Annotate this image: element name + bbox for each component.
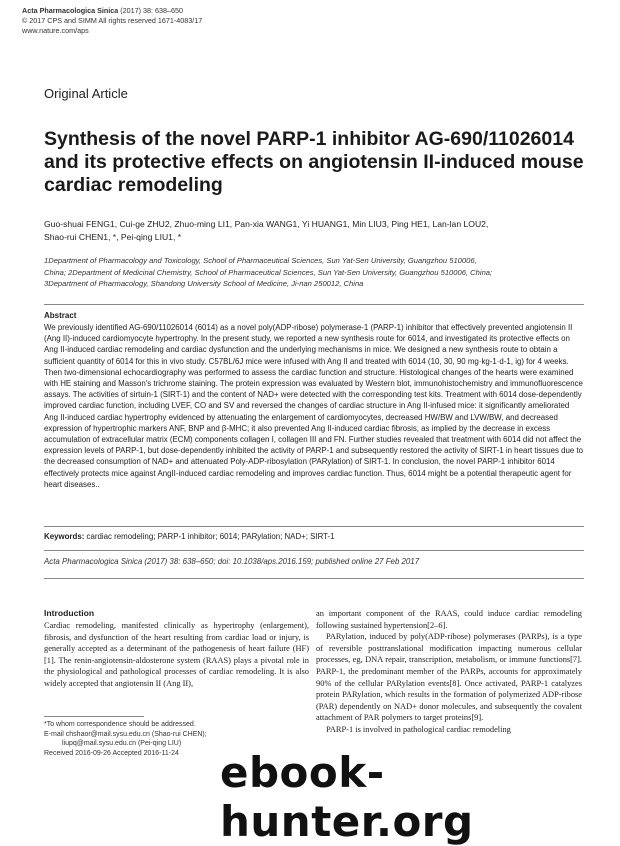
- authors-line-1: Guo-shuai FENG1, Cui-ge ZHU2, Zhuo-ming LI1, Pan-xia WANG1, Yi HUANG1, Min LIU3, Ping HE1, Lan-lan LOU2,: [44, 219, 489, 229]
- affiliation-2: China; 2Department of Medicinal Chemistry, School of Pharmaceutical Sciences, Sun Yat-Sen University, Guangzhou 510006, China;: [44, 267, 493, 277]
- abstract-text: We previously identified AG-690/11026014 (6014) as a novel poly(ADP-ribose) polymerase-1 (PARP-1) inhibitor that effectively prevented angiotensin II (Ang II)-induced cardiomyocyte hypertrophy. In the present study, we reported a new synthesis route for 6014, and investigated its protective effects on Ang II-induced cardiac remodeling and cardiac dysfunction and the underlying mechanisms in mice. We designed a new synthesis route to obtain a sufficient quantity of 6014 for this in vivo study. C57BL/6J mice were infused with Ang II and treated with 6014 (10, 30, 90 mg·kg-1·d-1, ig) for 4 weeks. Then two-dimensional echocardiography was performed to assess the cardiac function and structure. Histological changes of the hearts were examined with HE staining and Masson's trichrome staining. The protein expression was evaluated by Western blot, immunohistochemistry and immunofluorescence assays. The activities of sirtuin-1 (SIRT-1) and the content of NAD+ were detected with the corresponding test kits. Treatment with 6014 dose-dependently improved cardiac function, including LVEF, CO and SV and reversed the changes of cardiac structure in Ang II-infused mice: it significantly ameliorated Ang II-induced cardiac hypertrophy evidenced by attenuating the enlargement of cardiomyocytes, decreased HW/BW and LVW/BW, and decreased expression of hypertrophic markers ANF, BNP and β-MHC; it also prevented Ang II-induced cardiac fibrosis, as implied by the decrease in excess accumulation of extracellular matrix (ECM) components collagen I, collagen III and FN. Further studies revealed that treatment with 6014 did not affect the expression levels of PARP-1, but dose-dependently inhibited the activity of PARP-1 and subsequently restored the activity of SIRT-1 in heart tissues due to the decreased consumption of NAD+ and attenuated Poly-ADP-ribosylation (PARylation) of SIRT-1. In conclusion, the novel PARP-1 inhibitor 6014 effectively protects mice against AngII-induced cardiac remodeling and improves cardiac function. Thus, 6014 might be a potential therapeutic agent for heart diseases..: [44, 323, 584, 489]
- divider: [44, 550, 584, 551]
- journal-issue: (2017) 38: 638–650: [118, 6, 184, 15]
- article-type: Original Article: [44, 86, 128, 101]
- affiliation-1: 1Department of Pharmacology and Toxicology, School of Pharmaceutical Sciences, Sun Yat-Sen University, Guangzhou 510006,: [44, 256, 477, 265]
- correspondence-note: *To whom correspondence should be addressed.: [44, 721, 196, 728]
- email-line-2[interactable]: liupq@mail.sysu.edu.cn (Pei-qing LIU): [62, 740, 182, 747]
- watermark-logo: ebook-hunter.org: [220, 748, 474, 846]
- intro-heading: Introduction: [44, 608, 95, 618]
- received-accepted: Received 2016-09-26 Accepted 2016-11-24: [44, 749, 179, 757]
- intro-right-para-2: PARylation, induced by poly(ADP-ribose) polymerases (PARPs), is a type of reversible posttranslational modification impacting numerous cellular processes, eg, DNA repair, transcription, metabolism, or immune functions[7]. PARP-1, the predominant member of the PARPs, accounts for approximately 90% of the cellular PARylation events[8]. Once activated, PARP-1 catalyzes protein PARylation, which results in the formation of polymerized ADP-ribose (PAR) dependently on NAD+ donor molecules, and subsequently the covalent attachment of PAR polymers to target proteins[9].: [316, 632, 582, 723]
- journal-name: Acta Pharmacologica Sinica: [22, 6, 119, 15]
- intro-right-para-3: PARP-1 is involved in pathological cardiac remodeling: [326, 724, 511, 734]
- copyright-line: © 2017 CPS and SIMM All rights reserved 1671-4083/17: [22, 16, 203, 25]
- footnote-divider: [44, 716, 144, 717]
- paper-title: Synthesis of the novel PARP-1 inhibitor AG-690/11026014 and its protective effects on angiotensin II-induced mouse cardiac remodeling: [44, 128, 584, 196]
- affiliation-3: 3Department of Pharmacology, Shandong University School of Medicine, Ji-nan 250012, China: [44, 279, 364, 288]
- intro-left-column: Cardiac remodeling, manifested clinically as hypertrophy (enlargement), fibrosis, and dysfunction of the heart resulting from cardiac load or injury, is generally accepted as a determinant of the pathogenesis of heart failure (HF)[1]. The renin-angiotensin-aldosterone system (RAAS) plays a pivotal role in the physiological and pathological processes of cardiac remodeling. It is also widely accepted that angiotensin II (Ang II),: [44, 621, 309, 688]
- email-line-1[interactable]: E-mail chshaor@mail.sysu.edu.cn (Shao-rui CHEN);: [44, 730, 207, 738]
- affiliations: [44, 255, 584, 290]
- keywords-list: cardiac remodeling; PARP-1 inhibitor; 6014; PARylation; NAD+; SIRT-1: [84, 532, 335, 541]
- authors-line-2: Shao-rui CHEN1, *, Pei-qing LIU1, *: [44, 232, 182, 242]
- divider: [44, 578, 584, 579]
- running-header: [22, 6, 202, 36]
- author-list: [44, 218, 584, 244]
- keywords: [44, 532, 584, 541]
- divider: [44, 526, 584, 527]
- intro-right-para-1: an important component of the RAAS, could induce cardiac remodeling following sustained hypertension[2–6].: [316, 609, 582, 630]
- citation-line: Acta Pharmacologica Sinica (2017) 38: 638–650; doi: 10.1038/aps.2016.159; published online 27 Feb 2017: [44, 557, 420, 566]
- divider: [44, 304, 584, 305]
- journal-url[interactable]: www.nature.com/aps: [22, 26, 89, 35]
- keywords-label: Keywords:: [44, 532, 85, 541]
- abstract-heading: Abstract: [44, 311, 77, 320]
- intro-right-column: [316, 608, 582, 736]
